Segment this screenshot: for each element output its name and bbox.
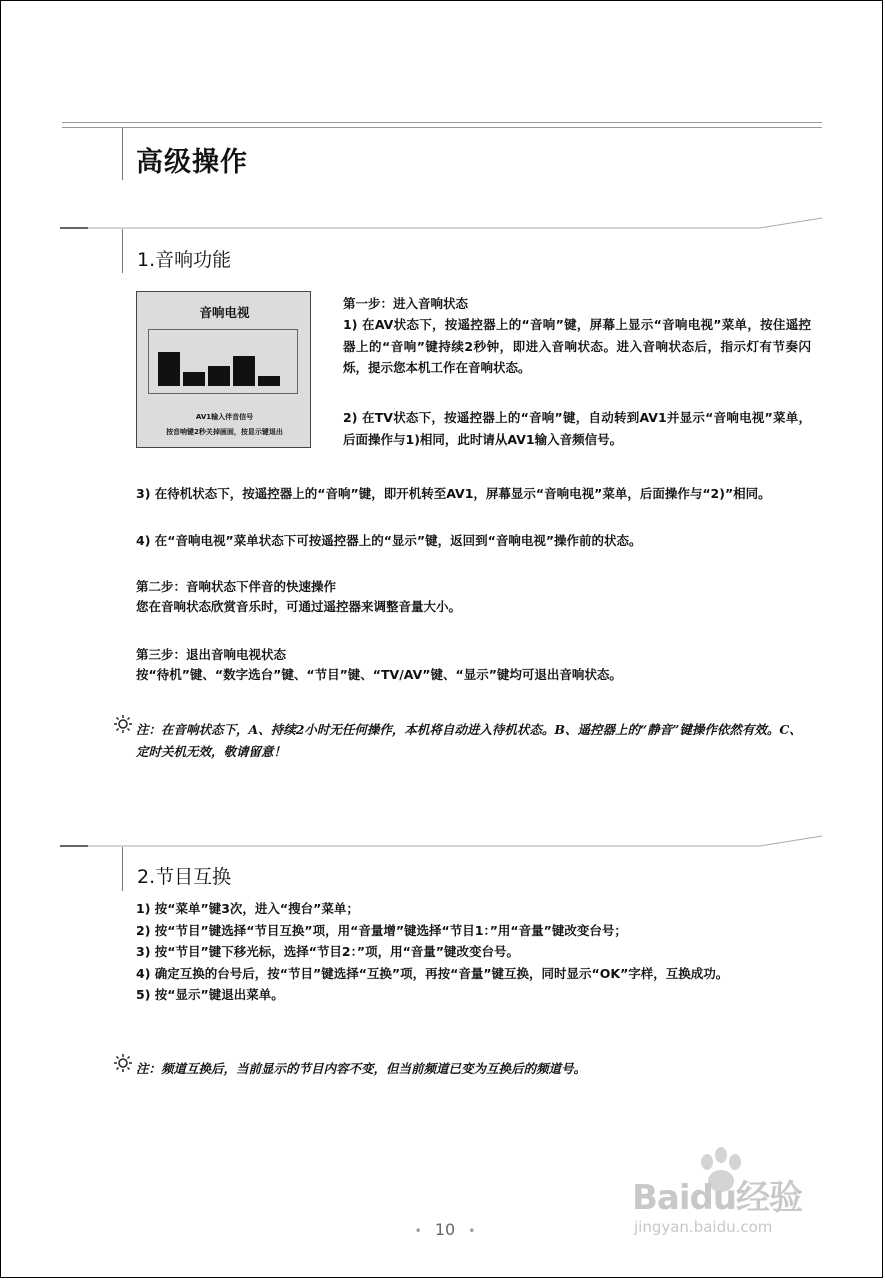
dot-icon: •	[414, 1224, 422, 1238]
step2-title: 第二步：音响状态下伴音的快速操作	[136, 579, 337, 594]
section1-title: 1.音响功能	[137, 249, 232, 271]
watermark-url: jingyan.baidu.com	[634, 1218, 773, 1236]
section2-step-line: 1) 按“菜单”键3次，进入“搜台”菜单；	[136, 901, 359, 916]
step1-paragraph1: 1) 在AV状态下，按遥控器上的“音响”键，屏幕上显示“音响电视”菜单，按住遥控器上的“音响”键持续2秒钟，即进入音响状态。进入音响状态后，指示灯有节奏闪烁，提示您本机工作在音响状态。	[343, 317, 811, 375]
section2-steps	[136, 898, 811, 1006]
step1-title: 第一步：进入音响状态	[343, 296, 469, 311]
tv-info-line2: 按音响键2秒关掉画面，按显示键退出	[166, 428, 283, 436]
eq-bar	[233, 356, 255, 386]
section1-divider	[122, 229, 123, 273]
audio-tv-illustration	[136, 291, 311, 448]
page-number: 10	[434, 1220, 456, 1239]
step2-text: 您在音响状态欣赏音乐时，可通过遥控器来调整音量大小。	[136, 599, 462, 614]
header-divider	[122, 128, 123, 180]
section2-step-line: 3) 按“节目”键下移光标，选择“节目2：”项，用“音量”键改变台号。	[136, 944, 520, 959]
section2-step-line: 5) 按“显示”键退出菜单。	[136, 987, 284, 1002]
section2-rule	[60, 833, 825, 853]
tv-equalizer-screen	[148, 329, 298, 394]
step3-text: 按“待机”键、“数字选台”键、“节目”键、“TV/AV”键、“显示”键均可退出音响状态。	[136, 667, 622, 682]
eq-bar	[183, 372, 205, 386]
section2-title: 2.节目互换	[137, 866, 232, 888]
step1-paragraph3: 3) 在待机状态下，按遥控器上的“音响”键，即开机转至AV1，屏幕显示“音响电视”菜单，后面操作与“2)”相同。	[136, 486, 771, 501]
step3-title: 第三步：退出音响电视状态	[136, 647, 287, 662]
section2-note: 注：频道互换后，当前显示的节目内容不变，但当前频道已变为互换后的频道号。	[136, 1061, 587, 1076]
section1-note: 注：在音响状态下，A、持续2小时无任何操作，本机将自动进入待机状态。B、遥控器上的“静音”键操作依然有效。C、定时关机无效，敬请留意！	[136, 722, 802, 759]
section1-rule	[60, 215, 825, 235]
page-footer	[405, 1220, 485, 1239]
step1-paragraph4: 4) 在“音响电视”菜单状态下可按遥控器上的“显示”键，返回到“音响电视”操作前的状态。	[136, 533, 642, 548]
section2-divider	[122, 847, 123, 891]
tv-info-line1: AV1输入伴音信号	[195, 413, 254, 421]
header-rule-bottom	[62, 127, 822, 128]
watermark-logo: Baidu经验	[632, 1178, 803, 1218]
sun-icon	[113, 1053, 133, 1073]
sun-icon	[113, 714, 133, 734]
tv-menu-title: 音响电视	[199, 305, 250, 320]
page-title: 高级操作	[136, 147, 248, 178]
step1-paragraph2: 2) 在TV状态下，按遥控器上的“音响”键，自动转到AV1并显示“音响电视”菜单，后面操作与1)相同，此时请从AV1输入音频信号。	[343, 410, 811, 447]
section2-step-line: 4) 确定互换的台号后，按“节目”键选择“互换”项，再按“音量”键互换，同时显示“OK”字样，互换成功。	[136, 965, 729, 981]
eq-bar	[158, 352, 180, 386]
dot-icon: •	[468, 1224, 476, 1238]
header-rule-top	[62, 122, 822, 123]
section2-step-line: 2) 按“节目”键选择“节目互换”项，用“音量增”键选择“节目1：”用“音量”键改变台号；	[136, 922, 627, 938]
eq-bar	[258, 376, 280, 386]
eq-bar	[208, 366, 230, 386]
